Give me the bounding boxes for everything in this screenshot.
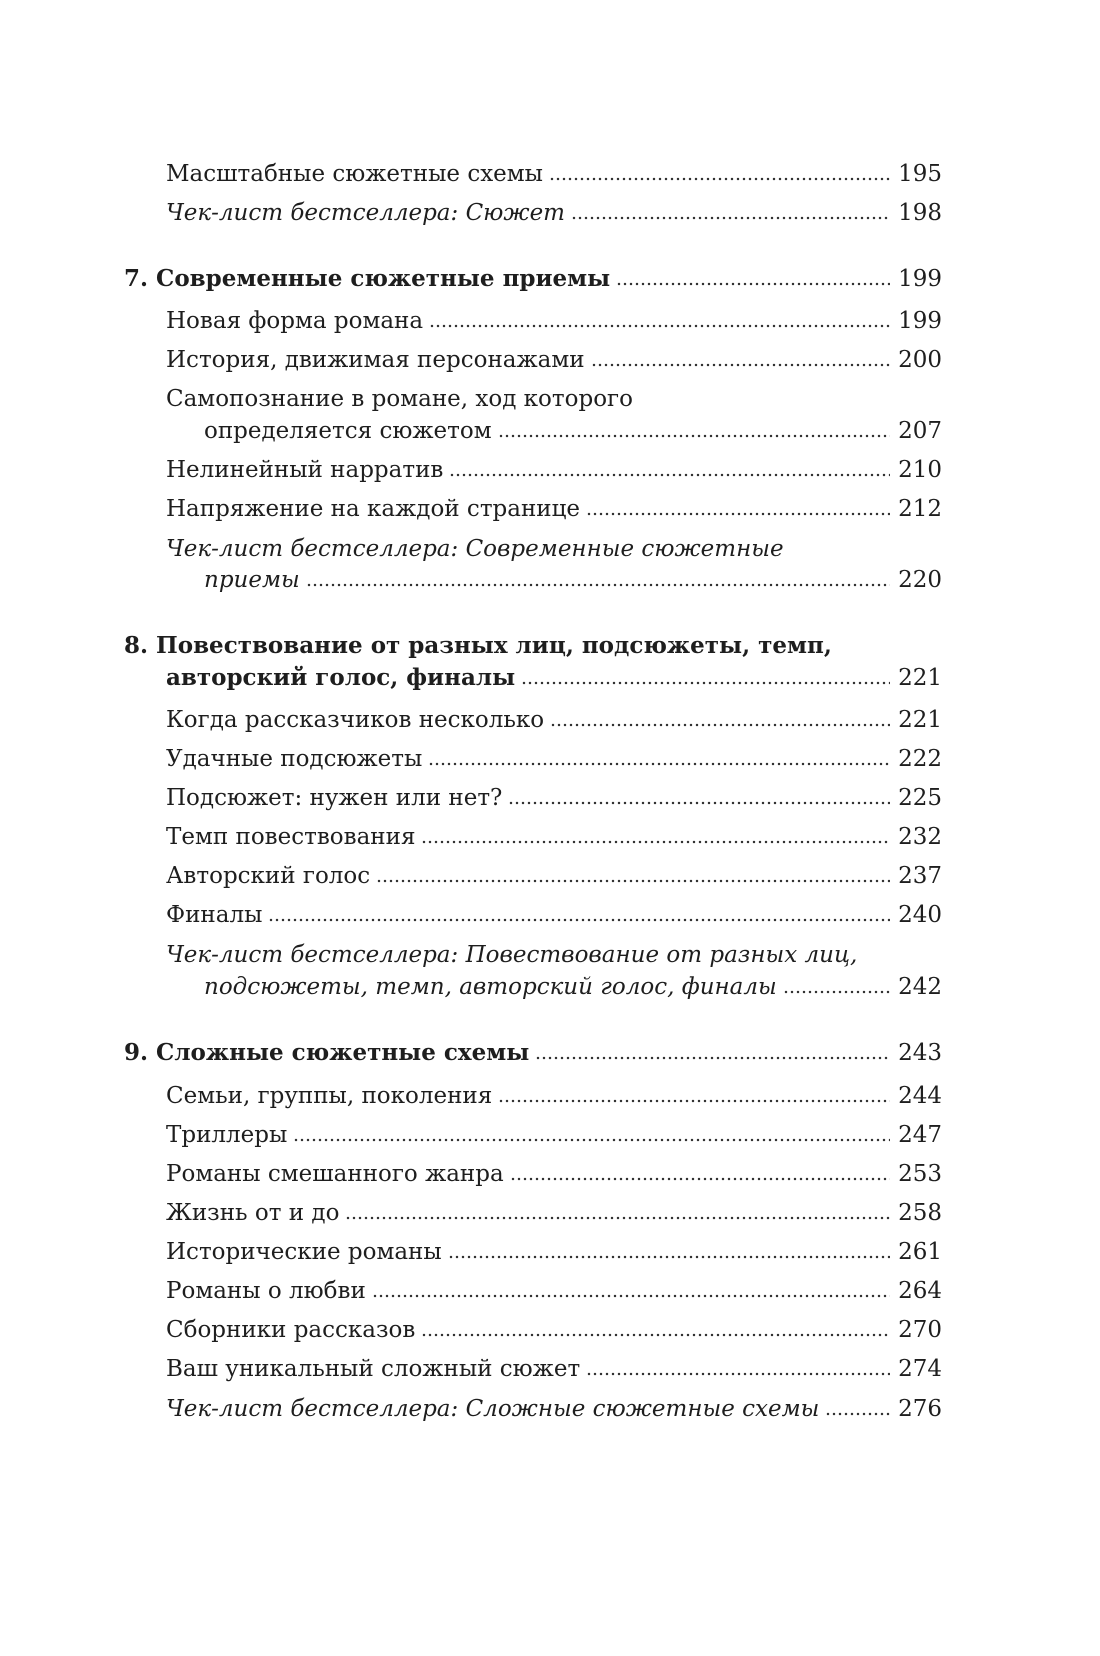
toc-entry-page: 270	[898, 1317, 942, 1343]
toc-entry-page: 264	[898, 1278, 942, 1304]
toc-entry-title: Удачные подсюжеты	[166, 746, 423, 772]
toc-entry-page: 195	[898, 161, 942, 187]
toc-entry[interactable]	[166, 1274, 942, 1308]
toc-entry[interactable]	[166, 1196, 942, 1230]
toc-entry-title: Триллеры	[166, 1122, 288, 1148]
toc-chapter-title-line2: авторский голос, финалы	[166, 664, 516, 691]
toc-chapter-title: 7. Современные сюжетные приемы	[124, 265, 611, 292]
toc-entry-title-line2: подсюжеты, темп, авторский голос, финалы	[204, 974, 777, 1000]
toc-entry[interactable]	[166, 453, 942, 487]
toc-entry-title: Подсюжет: нужен или нет?	[166, 785, 503, 811]
toc-entry-page: 210	[898, 457, 942, 483]
toc-entry[interactable]	[166, 1235, 942, 1269]
dot-leader	[376, 879, 890, 883]
dot-leader	[571, 216, 890, 220]
toc-entry[interactable]	[166, 157, 942, 191]
dot-leader	[268, 918, 890, 922]
dot-leader	[508, 801, 890, 805]
toc-entry-page: 225	[898, 785, 942, 811]
toc-entry-title: Нелинейный нарратив	[166, 457, 444, 483]
toc-entry[interactable]	[166, 343, 942, 377]
toc-entry-page: 222	[898, 746, 942, 772]
dot-leader	[498, 1099, 890, 1103]
dot-leader	[306, 583, 890, 587]
toc-entry[interactable]	[166, 492, 942, 526]
dot-leader	[535, 1056, 890, 1060]
toc-entry-page: 258	[898, 1200, 942, 1226]
toc-entry-page: 237	[898, 863, 942, 889]
toc-entry[interactable]	[166, 703, 942, 737]
toc-entry-page: 253	[898, 1161, 942, 1187]
toc-checklist-entry-wrapped[interactable]	[166, 532, 942, 566]
dot-leader	[345, 1216, 890, 1220]
dot-leader	[510, 1177, 890, 1181]
dot-leader	[498, 434, 891, 438]
toc-entry[interactable]	[166, 859, 942, 893]
toc-entry-title: Чек-лист бестселлера: Сложные сюжетные схемы	[166, 1396, 820, 1422]
toc-entry-title: История, движимая персонажами	[166, 347, 585, 373]
toc-entry-title-line1: Самопознание в романе, ход которого	[166, 386, 633, 412]
dot-leader	[428, 762, 890, 766]
toc-entry-title: Жизнь от и до	[166, 1200, 340, 1226]
toc-entry-title-line2: определяется сюжетом	[204, 418, 492, 444]
toc-entry[interactable]	[166, 1157, 942, 1191]
toc-chapter-page: 243	[898, 1040, 942, 1066]
dot-leader	[429, 324, 890, 328]
dot-leader	[616, 282, 890, 286]
toc-entry-title: Романы о любви	[166, 1278, 366, 1304]
toc-entry-title: Авторский голос	[166, 863, 371, 889]
toc-entry[interactable]	[166, 781, 942, 815]
toc-entry-title: Напряжение на каждой странице	[166, 496, 581, 522]
toc-entry-continuation[interactable]	[204, 563, 942, 597]
toc-chapter-continuation[interactable]	[166, 661, 942, 695]
toc-entry-continuation[interactable]	[204, 970, 942, 1004]
toc-entry-title: Когда рассказчиков несколько	[166, 707, 545, 733]
dot-leader	[448, 1255, 890, 1259]
toc-entry-page: 240	[898, 902, 942, 928]
toc-checklist-entry-wrapped[interactable]	[166, 938, 942, 972]
dot-leader	[449, 473, 890, 477]
toc-entry-page: 200	[898, 347, 942, 373]
dot-leader	[550, 723, 890, 727]
toc-checklist-entry[interactable]	[166, 1392, 942, 1426]
toc-entry-page: 247	[898, 1122, 942, 1148]
toc-entry-page: 244	[898, 1083, 942, 1109]
toc-chapter-8[interactable]	[124, 629, 942, 663]
toc-entry-wrapped[interactable]	[166, 382, 942, 416]
toc-entry[interactable]	[166, 1352, 942, 1386]
toc-entry-title-line2: приемы	[204, 567, 300, 593]
toc-entry-page: 232	[898, 824, 942, 850]
toc-entry[interactable]	[166, 898, 942, 932]
toc-entry-title: Новая форма романа	[166, 308, 424, 334]
toc-chapter-9[interactable]	[124, 1036, 942, 1070]
dot-leader	[421, 840, 890, 844]
toc-chapter-title-line1: 8. Повествование от разных лиц, подсюжеты, темп,	[124, 632, 832, 659]
toc-entry-title: Романы смешанного жанра	[166, 1161, 504, 1187]
dot-leader	[825, 1412, 890, 1416]
toc-entry[interactable]	[166, 742, 942, 776]
toc-checklist-entry[interactable]	[166, 196, 942, 230]
dot-leader	[372, 1294, 890, 1298]
toc-entry-title: Сборники рассказов	[166, 1317, 416, 1343]
dot-leader	[521, 681, 890, 685]
toc-chapter-page: 199	[898, 266, 942, 292]
toc-entry-title: Финалы	[166, 902, 263, 928]
toc-entry-page: 242	[898, 974, 942, 1000]
dot-leader	[783, 990, 890, 994]
toc-entry-title: Масштабные сюжетные схемы	[166, 161, 543, 187]
toc-entry-page: 276	[898, 1396, 942, 1422]
toc-entry[interactable]	[166, 820, 942, 854]
dot-leader	[591, 363, 891, 367]
toc-entry-page: 221	[898, 707, 942, 733]
toc-entry-page: 274	[898, 1356, 942, 1382]
toc-chapter-title: 9. Сложные сюжетные схемы	[124, 1039, 530, 1066]
toc-entry-page: 220	[898, 567, 942, 593]
toc-entry-continuation[interactable]	[204, 414, 942, 448]
dot-leader	[586, 1372, 890, 1376]
toc-entry[interactable]	[166, 1313, 942, 1347]
toc-entry-page: 212	[898, 496, 942, 522]
toc-entry[interactable]	[166, 1079, 942, 1113]
toc-entry-page: 261	[898, 1239, 942, 1265]
toc-chapter-7[interactable]	[124, 262, 942, 296]
toc-entry-title-line1: Чек-лист бестселлера: Современные сюжетные	[166, 536, 784, 562]
toc-entry-page: 207	[898, 418, 942, 444]
toc-entry-title: Чек-лист бестселлера: Сюжет	[166, 200, 565, 226]
toc-chapter-page: 221	[898, 665, 942, 691]
toc-entry-title: Семьи, группы, поколения	[166, 1083, 493, 1109]
toc-entry-title: Исторические романы	[166, 1239, 442, 1265]
toc-entry-title-line1: Чек-лист бестселлера: Повествование от разных лиц,	[166, 942, 858, 968]
toc-entry-title: Темп повествования	[166, 824, 416, 850]
dot-leader	[293, 1138, 890, 1142]
dot-leader	[421, 1333, 890, 1337]
dot-leader	[586, 512, 890, 516]
dot-leader	[549, 177, 890, 181]
toc-entry-page: 198	[898, 200, 942, 226]
toc-entry[interactable]	[166, 1118, 942, 1152]
toc-entry-page: 199	[898, 308, 942, 334]
toc-entry[interactable]	[166, 304, 942, 338]
toc-entry-title: Ваш уникальный сложный сюжет	[166, 1356, 581, 1382]
